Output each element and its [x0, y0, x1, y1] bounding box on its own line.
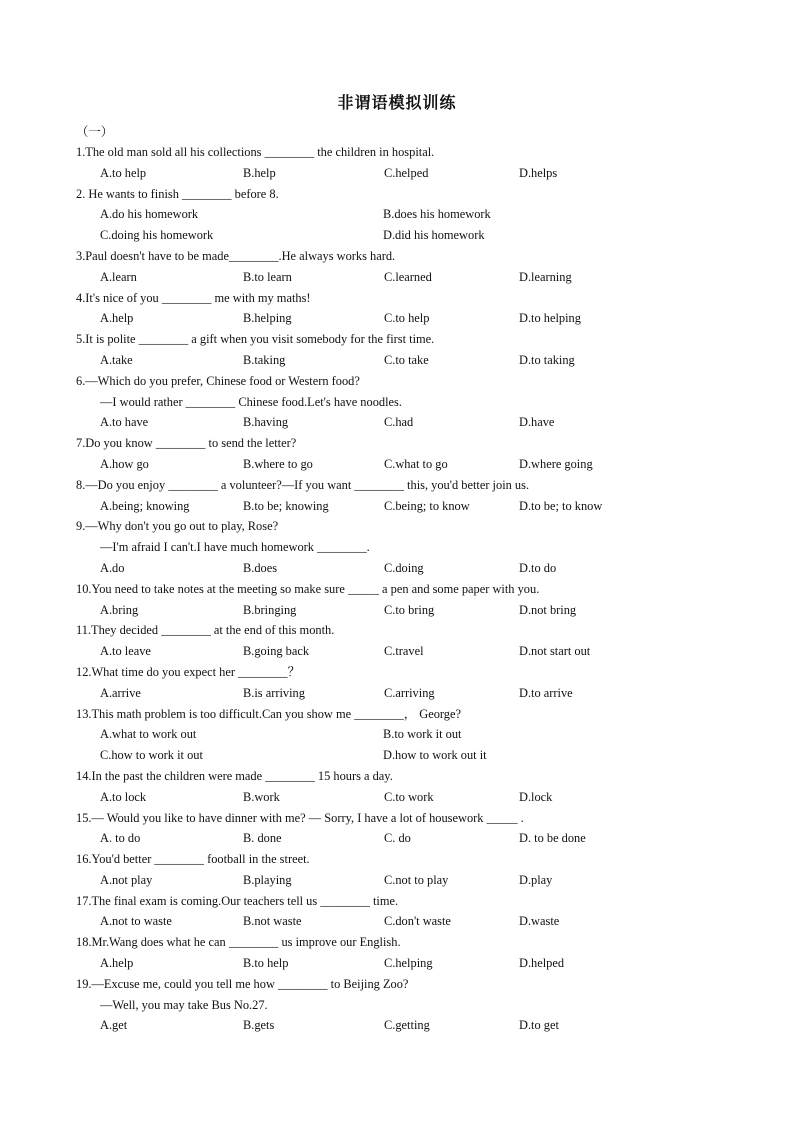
- options-row: [0, 454, 794, 475]
- answer-option: A.to help: [100, 165, 147, 180]
- question-stem: 18.Mr.Wang does what he can ________ us improve our English.: [76, 935, 401, 950]
- answer-option: C.to bring: [384, 602, 435, 617]
- answer-option: B.to be; knowing: [243, 498, 329, 513]
- answer-option: B.help: [243, 165, 276, 180]
- answer-option: B.going back: [243, 644, 310, 659]
- answer-option: D.where going: [519, 456, 593, 471]
- options-row: [0, 308, 794, 329]
- options-row: [0, 724, 794, 745]
- question-stem-line: [0, 974, 794, 995]
- question-stem-line: [0, 579, 794, 600]
- answer-option: C.helped: [384, 165, 429, 180]
- options-row: [0, 204, 794, 225]
- answer-option: A.take: [100, 352, 133, 367]
- options-row: [0, 496, 794, 517]
- options-row: [0, 267, 794, 288]
- section-label: （一）: [76, 125, 114, 139]
- question-stem-line: [0, 246, 794, 267]
- question-stem-line: [0, 371, 794, 392]
- options-row: [0, 1015, 794, 1036]
- answer-option: A.how go: [100, 456, 149, 471]
- question-stem-line: [0, 516, 794, 537]
- options-row: [0, 683, 794, 704]
- question-stem-line: [0, 433, 794, 454]
- question-stem-line: [0, 288, 794, 309]
- answer-option: C.to work: [384, 789, 434, 804]
- question-stem-line: [0, 932, 794, 953]
- page-title: 非谓语模拟训练: [337, 93, 457, 112]
- answer-option: B.where to go: [243, 456, 313, 471]
- answer-option: B.not waste: [243, 914, 302, 929]
- answer-option: B.playing: [243, 872, 292, 887]
- answer-option: A.not to waste: [100, 914, 172, 929]
- question-stem-continued: —I would rather ________ Chinese food.Let's have noodles.: [100, 394, 402, 409]
- answer-option: B.to work it out: [383, 727, 462, 742]
- question-stem: 12.What time do you expect her ________？: [76, 664, 301, 679]
- answer-option: D.to do: [519, 560, 557, 575]
- options-row: [0, 558, 794, 579]
- answer-option: A.do: [100, 560, 125, 575]
- answer-option: B.helping: [243, 311, 292, 326]
- options-row: [0, 745, 794, 766]
- question-stem: 5.It is polite ________ a gift when you visit somebody for the first time.: [76, 332, 435, 347]
- question-stem-continued: —Well, you may take Bus No.27.: [100, 997, 268, 1012]
- answer-option: A.arrive: [100, 685, 141, 700]
- answer-option: C.to take: [384, 352, 429, 367]
- answer-option: C.travel: [384, 644, 424, 659]
- answer-option: A.being; knowing: [100, 498, 190, 513]
- answer-option: B.bringing: [243, 602, 297, 617]
- question-stem: 4.It's nice of you ________ me with my maths!: [76, 290, 311, 305]
- answer-option: C.had: [384, 415, 414, 430]
- answer-option: C.being; to know: [384, 498, 470, 513]
- options-row: [0, 641, 794, 662]
- question-stem-line: [0, 392, 794, 413]
- answer-option: A.to have: [100, 415, 149, 430]
- answer-option: D.did his homework: [383, 228, 485, 243]
- question-stem-line: [0, 808, 794, 829]
- question-stem-line: [0, 142, 794, 163]
- options-row: [0, 870, 794, 891]
- answer-option: D.waste: [519, 914, 560, 929]
- question-stem: 2. He wants to finish ________ before 8.: [76, 186, 279, 201]
- question-stem-line: [0, 475, 794, 496]
- question-stem: 15.— Would you like to have dinner with me? — Sorry, I have a lot of housework _____ .: [76, 810, 524, 825]
- question-stem-line: [0, 766, 794, 787]
- question-stem: 7.Do you know ________ to send the letter?: [76, 436, 297, 451]
- answer-option: D.play: [519, 872, 553, 887]
- question-stem: 3.Paul doesn't have to be made________.He always works hard.: [76, 248, 396, 263]
- answer-option: B.does: [243, 560, 278, 575]
- question-stem: 11.They decided ________ at the end of this month.: [76, 623, 335, 638]
- answer-option: A.to lock: [100, 789, 147, 804]
- answer-option: A.help: [100, 956, 134, 971]
- options-row: [0, 412, 794, 433]
- answer-option: B.work: [243, 789, 280, 804]
- options-row: [0, 600, 794, 621]
- options-row: [0, 828, 794, 849]
- question-stem-line: [0, 849, 794, 870]
- answer-option: D.to taking: [519, 352, 575, 367]
- answer-option: A.help: [100, 311, 134, 326]
- answer-option: C.doing: [384, 560, 424, 575]
- answer-option: B. done: [243, 831, 282, 846]
- answer-option: D.not start out: [519, 644, 591, 659]
- answer-option: C.arriving: [384, 685, 435, 700]
- question-stem: 8.—Do you enjoy ________ a volunteer?—If you want ________ this, you'd better join us.: [76, 477, 530, 492]
- question-stem: 16.You'd better ________ football in the street.: [76, 852, 310, 867]
- answer-option: D.to arrive: [519, 685, 573, 700]
- answer-option: C.not to play: [384, 872, 449, 887]
- answer-option: B.is arriving: [243, 685, 305, 700]
- answer-option: D.have: [519, 415, 555, 430]
- answer-option: C.getting: [384, 1018, 430, 1033]
- answer-option: D.helped: [519, 956, 565, 971]
- answer-option: C.what to go: [384, 456, 448, 471]
- question-stem: 17.The final exam is coming.Our teachers tell us ________ time.: [76, 893, 399, 908]
- question-stem: 19.—Excuse me, could you tell me how ________ to Beijing Zoo?: [76, 976, 409, 991]
- answer-option: A.to leave: [100, 644, 151, 659]
- options-row: [0, 163, 794, 184]
- question-stem: 9.—Why don't you go out to play, Rose?: [76, 519, 279, 534]
- answer-option: D.not bring: [519, 602, 577, 617]
- answer-option: D.helps: [519, 165, 558, 180]
- question-stem-continued: —I'm afraid I can't.I have much homework ________.: [100, 540, 370, 555]
- question-stem-line: [0, 891, 794, 912]
- question-stem: 1.The old man sold all his collections ________ the children in hospital.: [76, 145, 435, 159]
- answer-option: D.lock: [519, 789, 553, 804]
- answer-option: C.doing his homework: [100, 228, 214, 243]
- answer-option: B.to help: [243, 956, 289, 971]
- answer-option: A.do his homework: [100, 207, 199, 222]
- answer-option: D. to be done: [519, 831, 586, 846]
- answer-option: D.how to work out it: [383, 748, 487, 763]
- answer-option: D.to get: [519, 1018, 559, 1033]
- answer-option: C.helping: [384, 956, 433, 971]
- options-row: [0, 225, 794, 246]
- answer-option: B.taking: [243, 352, 286, 367]
- question-stem: 14.In the past the children were made ________ 15 hours a day.: [76, 768, 393, 783]
- answer-option: B.does his homework: [383, 207, 491, 222]
- answer-option: A. to do: [100, 831, 141, 846]
- answer-option: C. do: [384, 831, 411, 846]
- question-stem-line: [0, 537, 794, 558]
- answer-option: A.what to work out: [100, 727, 197, 742]
- options-row: [0, 787, 794, 808]
- answer-option: A.get: [100, 1018, 128, 1033]
- options-row: [0, 953, 794, 974]
- answer-option: B.gets: [243, 1018, 275, 1033]
- answer-option: C.to help: [384, 311, 430, 326]
- answer-option: C.learned: [384, 269, 432, 284]
- answer-option: A.learn: [100, 269, 137, 284]
- answer-option: D.to be; to know: [519, 498, 603, 513]
- question-stem: 13.This math problem is too difficult.Can you show me ________， George?: [76, 706, 461, 721]
- answer-option: B.to learn: [243, 269, 292, 284]
- question-stem: 10.You need to take notes at the meeting so make sure _____ a pen and some paper with you.: [76, 581, 540, 596]
- answer-option: D.to helping: [519, 311, 581, 326]
- question-stem-line: [0, 184, 794, 205]
- question-stem-line: [0, 995, 794, 1016]
- options-row: [0, 350, 794, 371]
- answer-option: C.don't waste: [384, 914, 451, 929]
- answer-option: C.how to work it out: [100, 748, 203, 763]
- answer-option: D.learning: [519, 269, 572, 284]
- question-stem-line: [0, 662, 794, 683]
- answer-option: B.having: [243, 415, 289, 430]
- question-stem-line: [0, 329, 794, 350]
- answer-option: A.not play: [100, 872, 153, 887]
- question-stem-line: [0, 704, 794, 725]
- answer-option: A.bring: [100, 602, 139, 617]
- options-row: [0, 911, 794, 932]
- question-stem-line: [0, 620, 794, 641]
- question-stem: 6.—Which do you prefer, Chinese food or Western food?: [76, 373, 360, 388]
- question-list: [0, 142, 794, 1036]
